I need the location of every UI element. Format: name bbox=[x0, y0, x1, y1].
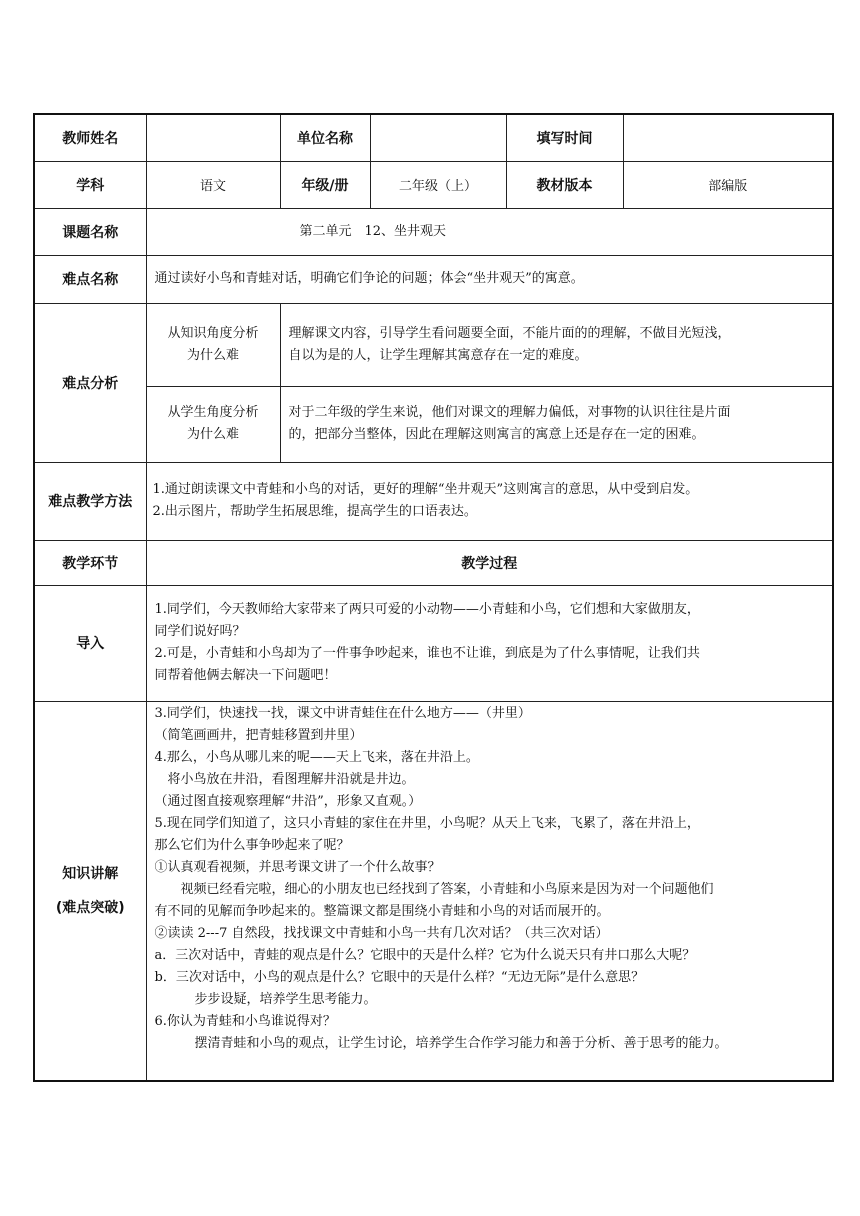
knowledge-row bbox=[34, 701, 833, 1081]
analysis-row-knowledge bbox=[34, 303, 833, 386]
knowledge-line: （简笔画画井，把青蛙移置到井里） bbox=[154, 727, 363, 743]
grade-value: 二年级（上） bbox=[370, 161, 506, 208]
analysis-label: 难点分析 bbox=[34, 303, 146, 462]
intro-line: 同帮着他俩去解决一下问题吧！ bbox=[154, 668, 337, 683]
knowledge-line: b．三次对话中，小鸟的观点是什么？它眼中的天是什么样？“无边无际”是什么意思？ bbox=[154, 969, 645, 985]
teacher-name-label: 教师姓名 bbox=[34, 114, 146, 161]
knowledge-line: ①认真观看视频，并思考课文讲了一个什么故事？ bbox=[154, 859, 441, 875]
unit-name-value[interactable] bbox=[370, 114, 506, 161]
knowledge-line: 步步设疑，培养学生思考能力。 bbox=[194, 991, 377, 1007]
process-header-row bbox=[34, 540, 833, 585]
knowledge-line: 有不同的见解而争吵起来的。整篇课文都是围绕小青蛙和小鸟的对话而展开的。 bbox=[154, 903, 610, 919]
fill-date-value[interactable] bbox=[623, 114, 833, 161]
student-angle-text-line-1: 对于二年级的学生来说，他们对课文的理解力偏低，对事物的认识往往是片面 bbox=[288, 405, 731, 420]
method-line-1: 1.通过朗读课文中青蛙和小鸟的对话，更好的理解“坐井观天”这则寓言的意思，从中受到启发。 bbox=[152, 482, 699, 497]
unit-name-label: 单位名称 bbox=[280, 114, 370, 161]
method-row bbox=[34, 462, 833, 540]
knowledge-line: 3.同学们，快速找一找，课文中讲青蛙住在什么地方——（井里） bbox=[154, 705, 531, 721]
intro-line: 1.同学们，今天教师给大家带来了两只可爱的小动物——小青蛙和小鸟，它们想和大家做朋友， bbox=[154, 602, 700, 617]
knowledge-angle-text-line-1: 理解课文内容，引导学生看问题要全面，不能片面的的理解，不做目光短浅， bbox=[288, 325, 731, 341]
header-row bbox=[34, 114, 833, 161]
knowledge-line: 摆清青蛙和小鸟的观点，让学生讨论，培养学生合作学习能力和善于分析、善于思考的能力。 bbox=[194, 1035, 728, 1051]
knowledge-line: 将小鸟放在井沿，看图理解井沿就是井边。 bbox=[167, 771, 415, 787]
info-row bbox=[34, 161, 833, 208]
knowledge-angle-text-line-2: 自以为是的人，让学生理解其寓意存在一定的难度。 bbox=[288, 347, 588, 363]
knowledge-angle-text bbox=[280, 303, 833, 386]
edition-value: 部编版 bbox=[623, 161, 833, 208]
method-label: 难点教学方法 bbox=[34, 462, 146, 540]
knowledge-line: 6.你认为青蛙和小鸟谁说得对？ bbox=[154, 1013, 336, 1029]
knowledge-line: a．三次对话中，青蛙的观点是什么？它眼中的天是什么样？它为什么说天只有井口那么大呢？ bbox=[154, 947, 696, 963]
knowledge-line: 视频已经看完啦，细心的小朋友也已经找到了答案，小青蛙和小鸟原来是因为对一个问题他们 bbox=[180, 881, 714, 897]
fill-date-label: 填写时间 bbox=[506, 114, 623, 161]
intro-line: 2.可是，小青蛙和小鸟却为了一件事争吵起来，谁也不让谁，到底是为了什么事情呢，让我们共 bbox=[154, 646, 700, 661]
intro-text bbox=[146, 585, 833, 701]
student-angle-label bbox=[146, 386, 280, 462]
difficulty-label: 难点名称 bbox=[34, 255, 146, 303]
edition-label: 教材版本 bbox=[506, 161, 623, 208]
method-line-2: 2.出示图片，帮助学生拓展思维，提高学生的口语表达。 bbox=[152, 504, 477, 519]
subject-value: 语文 bbox=[146, 161, 280, 208]
knowledge-angle-label-line-1: 从知识角度分析 bbox=[167, 325, 259, 341]
lesson-plan-table bbox=[33, 113, 834, 1082]
stage-label: 教学环节 bbox=[34, 540, 146, 585]
knowledge-line: 5.现在同学们知道了，这只小青蛙的家住在井里，小鸟呢？从天上飞来，飞累了，落在井沿上， bbox=[154, 815, 700, 831]
difficulty-row bbox=[34, 255, 833, 303]
intro-label: 导入 bbox=[34, 585, 146, 701]
knowledge-angle-label-line-2: 为什么难 bbox=[186, 347, 239, 363]
intro-row bbox=[34, 585, 833, 701]
knowledge-line: 那么它们为什么事争吵起来了呢？ bbox=[154, 837, 350, 853]
knowledge-line: （通过图直接观察理解“井沿”，形象又直观。） bbox=[154, 793, 422, 809]
grade-label: 年级/册 bbox=[280, 161, 370, 208]
student-angle-text bbox=[280, 386, 833, 462]
knowledge-angle-label bbox=[146, 303, 280, 386]
knowledge-text bbox=[146, 701, 833, 1081]
topic-label: 课题名称 bbox=[34, 208, 146, 255]
knowledge-label-line-1: 知识讲解 bbox=[62, 865, 119, 882]
topic-value: 第二单元 12、坐井观天 bbox=[146, 208, 833, 255]
intro-line: 同学们说好吗？ bbox=[154, 624, 246, 639]
analysis-row-student bbox=[34, 386, 833, 462]
topic-row bbox=[34, 208, 833, 255]
lesson-plan-form bbox=[33, 113, 832, 1082]
knowledge-label-line-2: (难点突破) bbox=[55, 899, 125, 916]
process-label: 教学过程 bbox=[146, 540, 833, 585]
knowledge-line: 4.那么，小鸟从哪儿来的呢——天上飞来，落在井沿上。 bbox=[154, 749, 479, 765]
knowledge-label bbox=[34, 701, 146, 1081]
method-text bbox=[146, 462, 833, 540]
teacher-name-value[interactable] bbox=[146, 114, 280, 161]
knowledge-line: ②读读 2---7 自然段，找找课文中青蛙和小鸟一共有几次对话？（共三次对话） bbox=[154, 925, 609, 941]
difficulty-value: 通过读好小鸟和青蛙对话，明确它们争论的问题；体会“坐井观天”的寓意。 bbox=[146, 255, 833, 303]
student-angle-text-line-2: 的，把部分当整体，因此在理解这则寓言的寓意上还是存在一定的困难。 bbox=[288, 427, 705, 442]
student-angle-label-line-1: 从学生角度分析 bbox=[167, 405, 259, 420]
subject-label: 学科 bbox=[34, 161, 146, 208]
student-angle-label-line-2: 为什么难 bbox=[186, 427, 239, 442]
